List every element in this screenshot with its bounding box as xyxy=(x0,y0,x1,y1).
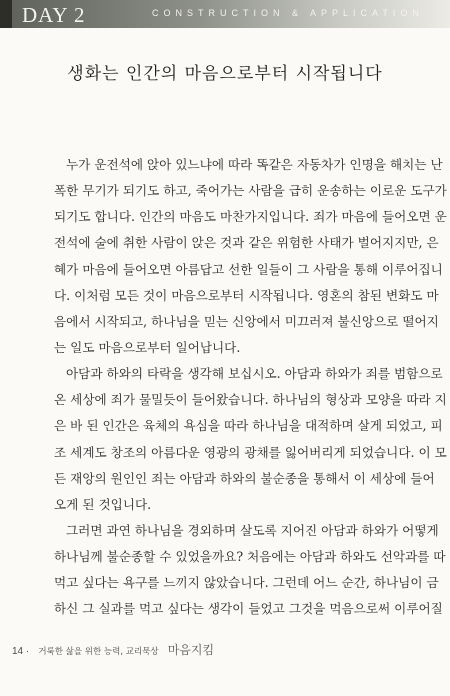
header-corner-mark xyxy=(0,0,12,28)
body-line: 는 일도 마음으로부터 일어납니다. xyxy=(54,339,241,355)
day-label: DAY 2 xyxy=(22,3,86,27)
body-line: 아담과 하와의 타락을 생각해 보십시오. 아담과 하와가 죄를 범함으로 xyxy=(66,366,443,382)
body-line: 폭한 무기가 되기도 하고, 죽어가는 사람을 급히 운송하는 이로운 도구가 xyxy=(54,183,447,199)
body-line: 온 세상에 죄가 물밀듯이 들어왔습니다. 하나님의 형상과 모양을 따라 지 xyxy=(54,392,447,408)
body-line: 오게 된 것입니다. xyxy=(54,496,152,512)
body-line: 하나님께 불순종할 수 있었을까요? 처음에는 아담과 하와도 선악과를 따 xyxy=(54,549,446,565)
body-line: 하신 그 실과를 먹고 싶다는 생각이 들었고 그것을 먹음으로써 이루어질 xyxy=(54,601,443,617)
page-title: 생화는 인간의 마음으로부터 시작됩니다 xyxy=(67,64,383,84)
body-line: 다. 이처럼 모든 것이 마음으로부터 시작됩니다. 영혼의 참된 변화도 마 xyxy=(54,287,439,303)
body-line: 전석에 술에 취한 사람이 앉은 것과 같은 위험한 사태가 벌어지지만, 은 xyxy=(54,235,439,251)
body-line: 그러면 과연 하나님을 경외하며 살도록 지어진 아담과 하와가 어떻게 xyxy=(66,522,439,538)
body-line: 든 재앙의 원인인 죄는 아담과 하와의 불순종을 통해서 이 세상에 들어 xyxy=(54,470,435,486)
body-line: 누가 운전석에 앉아 있느냐에 따라 똑같은 자동차가 인명을 해치는 난 xyxy=(66,157,443,172)
series-name: 마음지킴 xyxy=(167,643,215,657)
body-line: 먹고 싶다는 욕구를 느끼지 않았습니다. 그런데 어느 순간, 하나님이 금 xyxy=(54,575,439,591)
body-line: 은 바 된 인간은 육체의 욕심을 따라 하나님을 대적하며 살게 되었고, 피 xyxy=(54,418,443,434)
header-band xyxy=(0,0,450,28)
body-text xyxy=(54,152,447,623)
body-line: 혜가 마음에 들어오면 아름답고 선한 일들이 그 사람을 통해 이루어집니 xyxy=(54,261,443,277)
body-line: 조 세계도 창조의 아름다운 영광의 광채를 잃어버리게 되었습니다. 이 모 xyxy=(54,444,447,460)
section-label: CONSTRUCTION & APPLICATION xyxy=(152,8,424,18)
page-footer xyxy=(12,640,214,658)
body-line: 되기도 합니다. 인간의 마음도 마찬가지입니다. 죄가 마음에 들어오면 운 xyxy=(54,209,447,225)
body-line: 음에서 시작되고, 하나님을 믿는 신앙에서 미끄러져 불신앙으로 떨어지 xyxy=(54,313,439,329)
book-title: 거룩한 삶을 위한 능력, 교리묵상 xyxy=(38,647,159,657)
page-number: 14 · xyxy=(12,646,30,657)
